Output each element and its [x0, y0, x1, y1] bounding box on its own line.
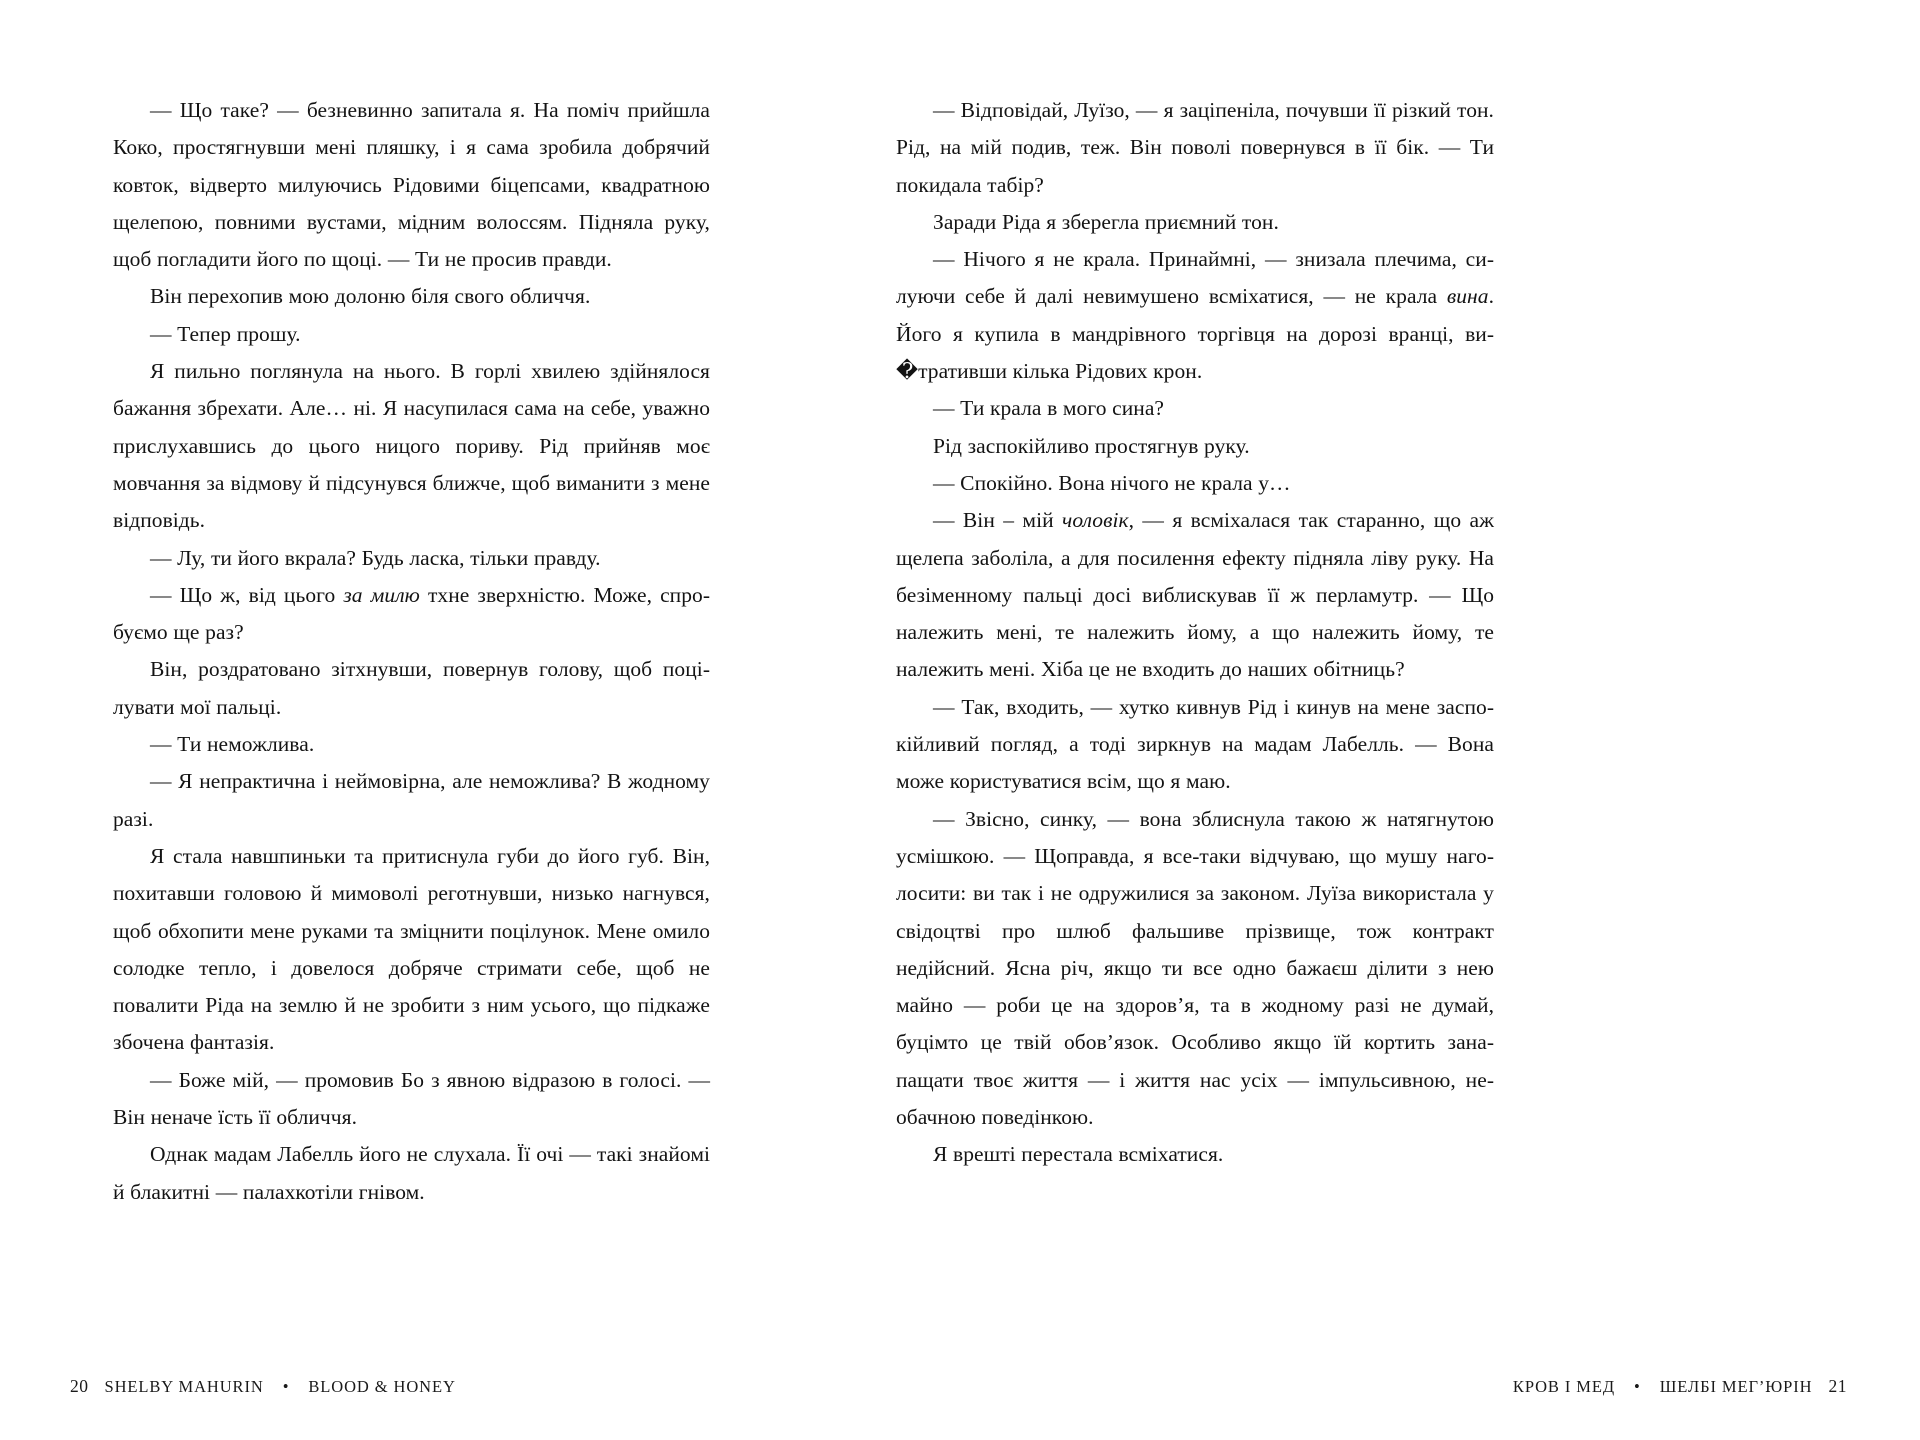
page-number-right: 21	[1828, 1376, 1847, 1396]
paragraph: — Боже мій, — промовив Бо з явною відразою в голосі. — Він неначе їсть її обличчя.	[113, 1067, 710, 1130]
left-column-text	[113, 92, 710, 1211]
paragraph: Однак мадам Лабелль його не слухала. Її очі — такі знайомі й блакитні — палахкотіли гнівом.	[113, 1142, 710, 1204]
paragraph: — Так, входить, — хутко кивнув Рід і кинув на мене заспокійливий погляд, а тоді зиркнув на мадам Лабелль. — Вона може користуватися всім, що я маю.	[896, 694, 1494, 794]
paragraph: — Він – мій чоловік, — я всміхалася так старанно, що аж щелепа заболіла, а для посилення ефекту підняла ліву руку. На безіменному пальці досі виблискував її ж перламутр. — Що належить мені, те належить йому, а що належить йому, те належить мені. Хіба це не входить до наших обітниць?	[896, 508, 1494, 682]
paragraph: — Лу, ти його вкрала? Будь ласка, тільки правду.	[150, 545, 601, 570]
page-right	[896, 0, 1920, 1440]
footer-right	[1502, 1376, 1847, 1397]
paragraph: — Спокійно. Вона нічого не крала у…	[933, 470, 1291, 495]
emphasis-text: вина	[1446, 284, 1489, 309]
paragraph: Рід заспокійливо простягнув руку.	[933, 433, 1250, 458]
running-head-title-left: BLOOD & HONEY	[308, 1377, 456, 1396]
paragraph: — Що ж, від цього за милю тхне зверхністю. Може, спробуємо ще раз?	[113, 582, 710, 645]
paragraph: Я стала навшпиньки та притиснула губи до його губ. Він, похитавши головою й мимоволі реготнувши, низько нагнувся, щоб обхопити мене руками та зміцнити поцілунок. Мене омило солодке тепло, і довелося добряче стримати себе, щоб не повалити Ріда на землю й не зробити з ним усього, що підкаже збочена фантазія.	[113, 843, 710, 1055]
running-head-author-right: ШЕЛБІ МЕГ’ЮРІН	[1659, 1377, 1813, 1396]
paragraph: — Тепер прошу.	[150, 321, 301, 346]
running-head-author-left: SHELBY MAHURIN	[104, 1377, 264, 1396]
paragraph: — Ти крала в мого сина?	[933, 396, 1165, 421]
right-column-text	[896, 92, 1494, 1174]
paragraph: Я врешті перестала всміхатися.	[933, 1142, 1224, 1167]
paragraph: — Відповідай, Луїзо, — я заціпеніла, почувши її різкий тон. Рід, на мій подив, теж. Він поволі повернувся в її бік. — Ти покидала табір?	[896, 98, 1494, 197]
paragraph: — Я непрактична і неймовірна, але неможлива? В жодному разі.	[113, 769, 710, 831]
paragraph: — Що таке? — безневинно запитала я. На поміч прийшла Коко, простягнувши мені пляшку, і я сама зробила добрячий ковток, відверто милуючись Рідовими біцепсами, квадратною щелепою, повними вустами, мідним волоссям. Підняла руку, щоб погладити його по щоці. — Ти не просив правди.	[113, 98, 710, 272]
running-head-title-right: КРОВ І МЕД	[1512, 1377, 1615, 1396]
emphasis-text: чоловік	[1062, 508, 1129, 533]
paragraph: Заради Ріда я зберегла приємний тон.	[933, 209, 1279, 234]
footer-separator-left: •	[282, 1377, 290, 1396]
paragraph: Він, роздратовано зітхнувши, повернув голову, щоб поцілувати мої пальці.	[113, 657, 710, 719]
paragraph: Я пильно поглянула на нього. В горлі хвилею здійнялося бажання збрехати. Але… ні. Я насупилася сама на себе, уважно прислухавшись до цього ницого пориву. Рід прийняв моє мовчання за відмову й підсунувся ближче, щоб виманити з мене відповідь.	[113, 359, 710, 533]
emphasis-text: за милю	[343, 582, 420, 607]
footer-left	[70, 1376, 467, 1397]
paragraph: — Звісно, синку, — вона зблиснула такою ж натягнутою усмішкою. — Щоправда, я все-таки відчуваю, що мушу наголосити: ви так і не одружилися за законом. Луїза використала у свідоцтві про шлюб фальшиве прізвище, тож контракт недійсний. Ясна річ, якщо ти все одно бажаєш ділити з нею майно — роби це на здоров’я, та в жодному разі не думай, буцімто це твій обов’язок. Особливо якщо їй кортить занапащати твоє життя — і життя нас усіх — імпульсивною, необачною поведінкою.	[896, 806, 1494, 1130]
page-number-left: 20	[70, 1376, 89, 1396]
paragraph: — Нічого я не крала. Принаймні, — знизала плечима, силуючи себе й далі невимушено всміхатися, — не крала вина. Його я купила в мандрівного торгівця на дорозі вранці, ви�тративши кілька Рідових крон.	[896, 247, 1494, 384]
footer-separator-right: •	[1634, 1377, 1641, 1396]
paragraph: — Ти неможлива.	[150, 732, 315, 757]
paragraph: Він перехопив мою долоню біля свого обличчя.	[150, 284, 591, 309]
